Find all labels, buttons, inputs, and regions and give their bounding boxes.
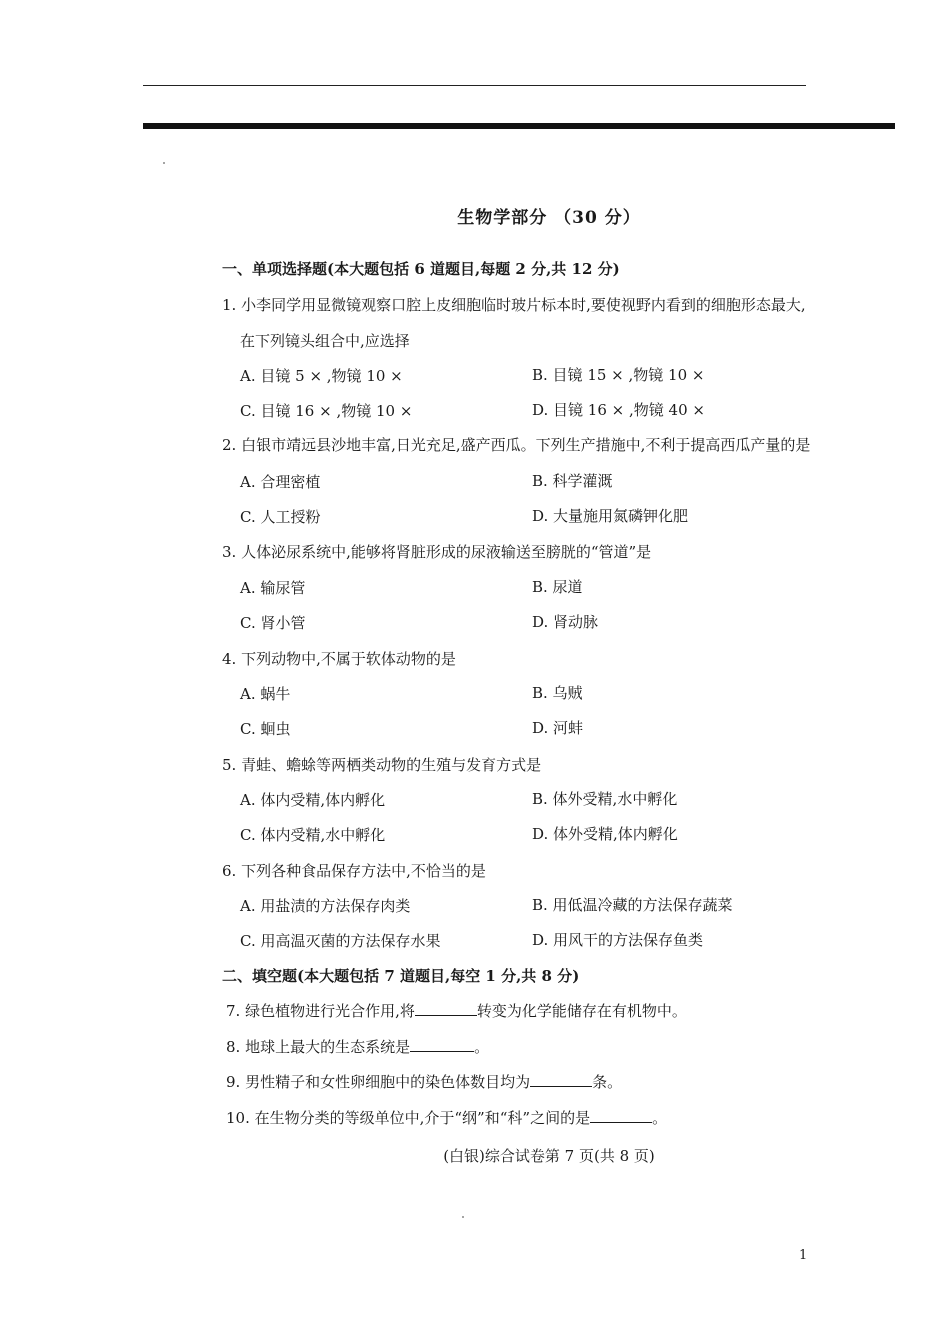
fill-question-7-after: 转变为化学能储存在有机物中。 — [476, 1002, 687, 1020]
scan-speck — [163, 162, 165, 164]
question-1-option-c: C. 目镜 16 × ,物镜 10 × — [240, 402, 413, 420]
page-number: 1 — [799, 1248, 808, 1263]
question-2-option-c: C. 人工授粉 — [240, 508, 321, 526]
question-6-option-b: B. 用低温冷藏的方法保存蔬菜 — [532, 896, 733, 914]
question-5-option-d: D. 体外受精,体内孵化 — [532, 825, 678, 843]
fill-question-7-before: 7. 绿色植物进行光合作用,将 — [226, 1002, 415, 1020]
fill-question-7 — [226, 1001, 687, 1021]
question-4-stem: 4. 下列动物中,不属于软体动物的是 — [222, 650, 456, 668]
answer-blank[interactable] — [590, 1108, 652, 1123]
page-footer: (白银)综合试卷第 7 页(共 8 页) — [443, 1147, 655, 1165]
answer-blank[interactable] — [415, 1001, 477, 1016]
scan-speck — [462, 1216, 464, 1218]
section2-heading: 二、填空题(本大题包括 7 道题目,每空 1 分,共 8 分) — [222, 967, 580, 985]
fill-question-8-before: 8. 地球上最大的生态系统是 — [226, 1038, 411, 1056]
question-2-option-d: D. 大量施用氮磷钾化肥 — [532, 507, 689, 525]
fill-question-8-after: 。 — [474, 1038, 490, 1056]
answer-blank[interactable] — [530, 1072, 592, 1087]
question-3-option-c: C. 肾小管 — [240, 614, 306, 632]
question-6-stem: 6. 下列各种食品保存方法中,不恰当的是 — [222, 862, 486, 880]
question-6-option-c: C. 用高温灭菌的方法保存水果 — [240, 932, 441, 950]
header-thin-rule — [143, 85, 806, 86]
question-3-option-d: D. 肾动脉 — [532, 613, 599, 631]
section1-heading: 一、单项选择题(本大题包括 6 道题目,每题 2 分,共 12 分) — [222, 260, 620, 278]
answer-blank[interactable] — [410, 1037, 474, 1052]
question-4-option-b: B. 乌贼 — [532, 684, 583, 702]
section-title: 生物学部分 （30 分） — [457, 208, 641, 228]
question-4-option-a: A. 蜗牛 — [240, 685, 291, 703]
question-5-option-c: C. 体内受精,水中孵化 — [240, 826, 386, 844]
question-2-option-b: B. 科学灌溉 — [532, 472, 613, 490]
question-5-option-b: B. 体外受精,水中孵化 — [532, 790, 678, 808]
fill-question-8 — [226, 1037, 489, 1057]
question-1-option-b: B. 目镜 15 × ,物镜 10 × — [532, 366, 705, 384]
question-5-stem: 5. 青蛙、蟾蜍等两栖类动物的生殖与发育方式是 — [222, 756, 542, 774]
question-2-stem: 2. 白银市靖远县沙地丰富,日光充足,盛产西瓜。下列生产措施中,不利于提高西瓜产量的是 — [222, 436, 811, 454]
question-5-option-a: A. 体内受精,体内孵化 — [240, 791, 386, 809]
question-2-option-a: A. 合理密植 — [240, 473, 321, 491]
fill-question-10 — [226, 1108, 667, 1128]
question-4-option-d: D. 河蚌 — [532, 719, 584, 737]
question-1-option-d: D. 目镜 16 × ,物镜 40 × — [532, 401, 705, 419]
fill-question-9 — [226, 1072, 622, 1092]
question-3-option-b: B. 尿道 — [532, 578, 583, 596]
fill-question-10-before: 10. 在生物分类的等级单位中,介于“纲”和“科”之间的是 — [226, 1109, 591, 1127]
fill-question-9-after: 条。 — [592, 1073, 623, 1091]
question-6-option-d: D. 用风干的方法保存鱼类 — [532, 931, 704, 949]
fill-question-10-after: 。 — [652, 1109, 668, 1127]
question-1-stem: 1. 小李同学用显微镜观察口腔上皮细胞临时玻片标本时,要使视野内看到的细胞形态最大, — [222, 296, 806, 314]
header-thick-rule — [143, 123, 895, 129]
question-1-stem-cont: 在下列镜头组合中,应选择 — [240, 332, 410, 350]
question-6-option-a: A. 用盐渍的方法保存肉类 — [240, 897, 411, 915]
fill-question-9-before: 9. 男性精子和女性卵细胞中的染色体数目均为 — [226, 1073, 531, 1091]
question-3-option-a: A. 输尿管 — [240, 579, 306, 597]
question-1-option-a: A. 目镜 5 × ,物镜 10 × — [240, 367, 403, 385]
question-3-stem: 3. 人体泌尿系统中,能够将肾脏形成的尿液输送至膀胱的“管道”是 — [222, 543, 652, 561]
question-4-option-c: C. 蛔虫 — [240, 720, 291, 738]
